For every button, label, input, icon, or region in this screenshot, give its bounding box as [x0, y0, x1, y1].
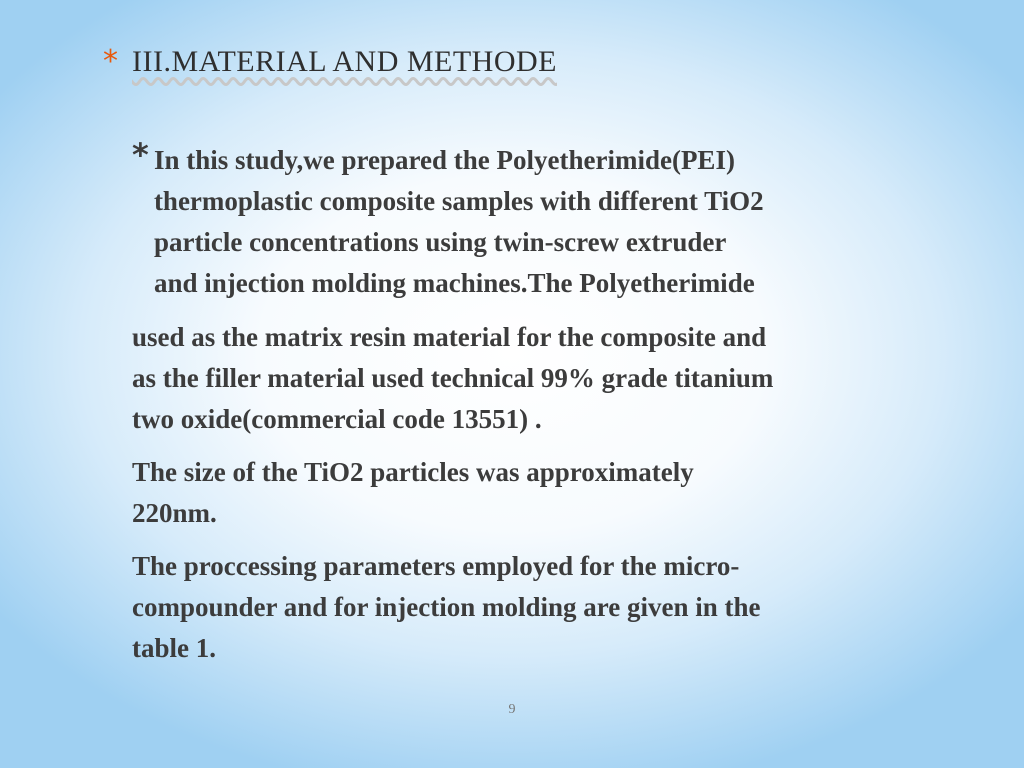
bullet-paragraph	[132, 136, 932, 304]
text-line: The size of the TiO2 particles was approximately	[132, 457, 694, 487]
bullet-text	[154, 140, 932, 304]
paragraph-particle-size	[132, 452, 932, 534]
text-line: particle concentrations using twin-screw extruder	[153, 227, 727, 257]
text-line: 220nm.	[132, 498, 217, 528]
paragraph-processing-parameters	[132, 546, 932, 669]
text-line: as the filler material used technical 99% grade titanium	[132, 363, 774, 393]
text-line: thermoplastic composite samples with different TiO2	[153, 186, 764, 216]
bullet-star-icon: *	[132, 136, 149, 174]
text-line: table 1.	[132, 633, 216, 663]
text-line: used as the matrix resin material for the composite and	[132, 322, 767, 352]
title-bullet-icon: *	[103, 44, 118, 79]
text-line: The proccessing parameters employed for the micro-	[132, 551, 740, 581]
page-number: 9	[508, 702, 516, 717]
paragraph-matrix-resin	[132, 317, 932, 440]
text-line: In this study,we prepared the Polyetherimide(PEI)	[153, 145, 735, 175]
text-line: compounder and for injection molding are given in the	[132, 592, 761, 622]
title-row	[103, 42, 557, 82]
text-line: two oxide(commercial code 13551) .	[132, 404, 542, 434]
slide-title: III.MATERIAL AND METHODE	[132, 45, 557, 78]
text-line: and injection molding machines.The Polyetherimide	[153, 268, 755, 298]
